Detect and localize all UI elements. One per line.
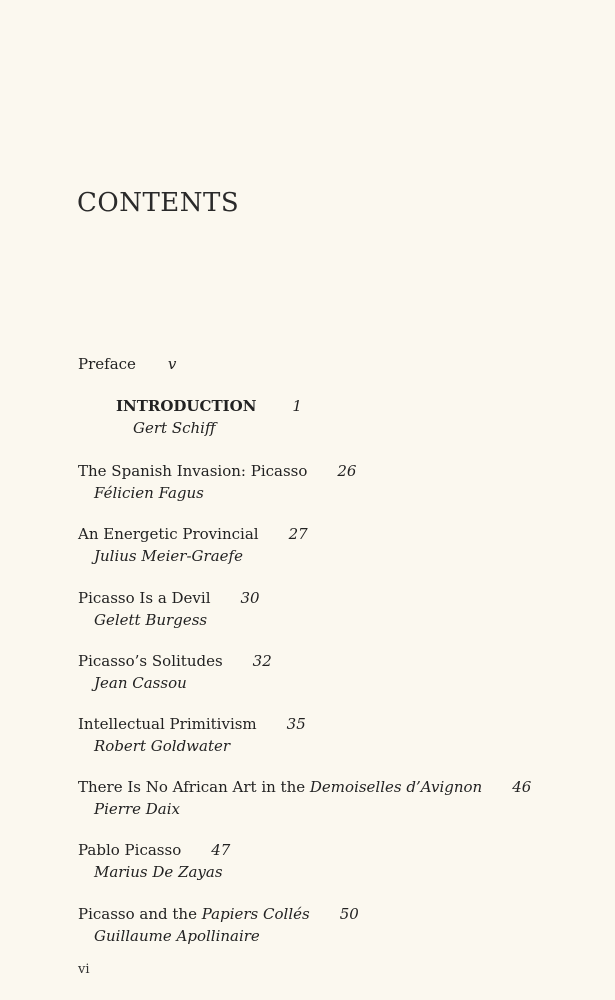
entry-title-plain: Picasso and the bbox=[78, 905, 202, 923]
entry-author: Jean Cassou bbox=[94, 674, 187, 692]
entry-title: Intellectual Primitivism bbox=[78, 715, 257, 733]
toc-entry bbox=[78, 903, 359, 947]
entry-page: v bbox=[167, 355, 177, 373]
entry-page: 30 bbox=[240, 589, 260, 607]
entry-title: INTRODUCTION bbox=[116, 397, 257, 415]
toc-entry-preface bbox=[78, 353, 176, 375]
entry-title bbox=[78, 905, 310, 923]
entry-title bbox=[78, 778, 482, 796]
entry-title: Pablo Picasso bbox=[78, 841, 182, 859]
entry-title: Picasso Is a Devil bbox=[78, 589, 211, 607]
entry-page: 1 bbox=[292, 397, 302, 415]
toc-entry bbox=[78, 650, 272, 694]
toc-entry bbox=[78, 587, 260, 631]
toc-entry bbox=[78, 839, 230, 883]
entry-title: The Spanish Invasion: Picasso bbox=[78, 462, 308, 480]
entry-title-italic: Demoiselles d’Avignon bbox=[309, 778, 483, 796]
entry-author: Julius Meier-Graefe bbox=[94, 547, 243, 565]
entry-author: Gelett Burgess bbox=[94, 611, 208, 629]
entry-page: 27 bbox=[288, 525, 308, 543]
entry-author: Félicien Fagus bbox=[94, 484, 204, 502]
toc-entry bbox=[78, 523, 308, 567]
toc-entry-introduction bbox=[116, 395, 302, 439]
entry-author: Marius De Zayas bbox=[94, 863, 223, 881]
contents-heading: CONTENTS bbox=[77, 188, 240, 218]
toc-entry bbox=[78, 713, 306, 757]
entry-title: Preface bbox=[78, 355, 136, 373]
entry-author: Robert Goldwater bbox=[94, 737, 231, 755]
entry-page: 47 bbox=[211, 841, 231, 859]
entry-title-italic: Papiers Collés bbox=[201, 905, 310, 923]
toc-entry bbox=[78, 776, 531, 820]
entry-title: Picasso’s Solitudes bbox=[78, 652, 223, 670]
entry-author: Gert Schiff bbox=[133, 419, 216, 437]
entry-title-plain: There Is No African Art in the bbox=[78, 778, 310, 796]
entry-page: 50 bbox=[339, 905, 359, 923]
entry-author: Pierre Daix bbox=[94, 800, 180, 818]
page-folio: vi bbox=[78, 962, 90, 977]
entry-page: 32 bbox=[252, 652, 272, 670]
entry-title: An Energetic Provincial bbox=[78, 525, 259, 543]
entry-page: 35 bbox=[286, 715, 306, 733]
entry-author: Guillaume Apollinaire bbox=[94, 927, 260, 945]
entry-page: 46 bbox=[512, 778, 532, 796]
toc-entry bbox=[78, 460, 356, 504]
entry-page: 26 bbox=[337, 462, 357, 480]
